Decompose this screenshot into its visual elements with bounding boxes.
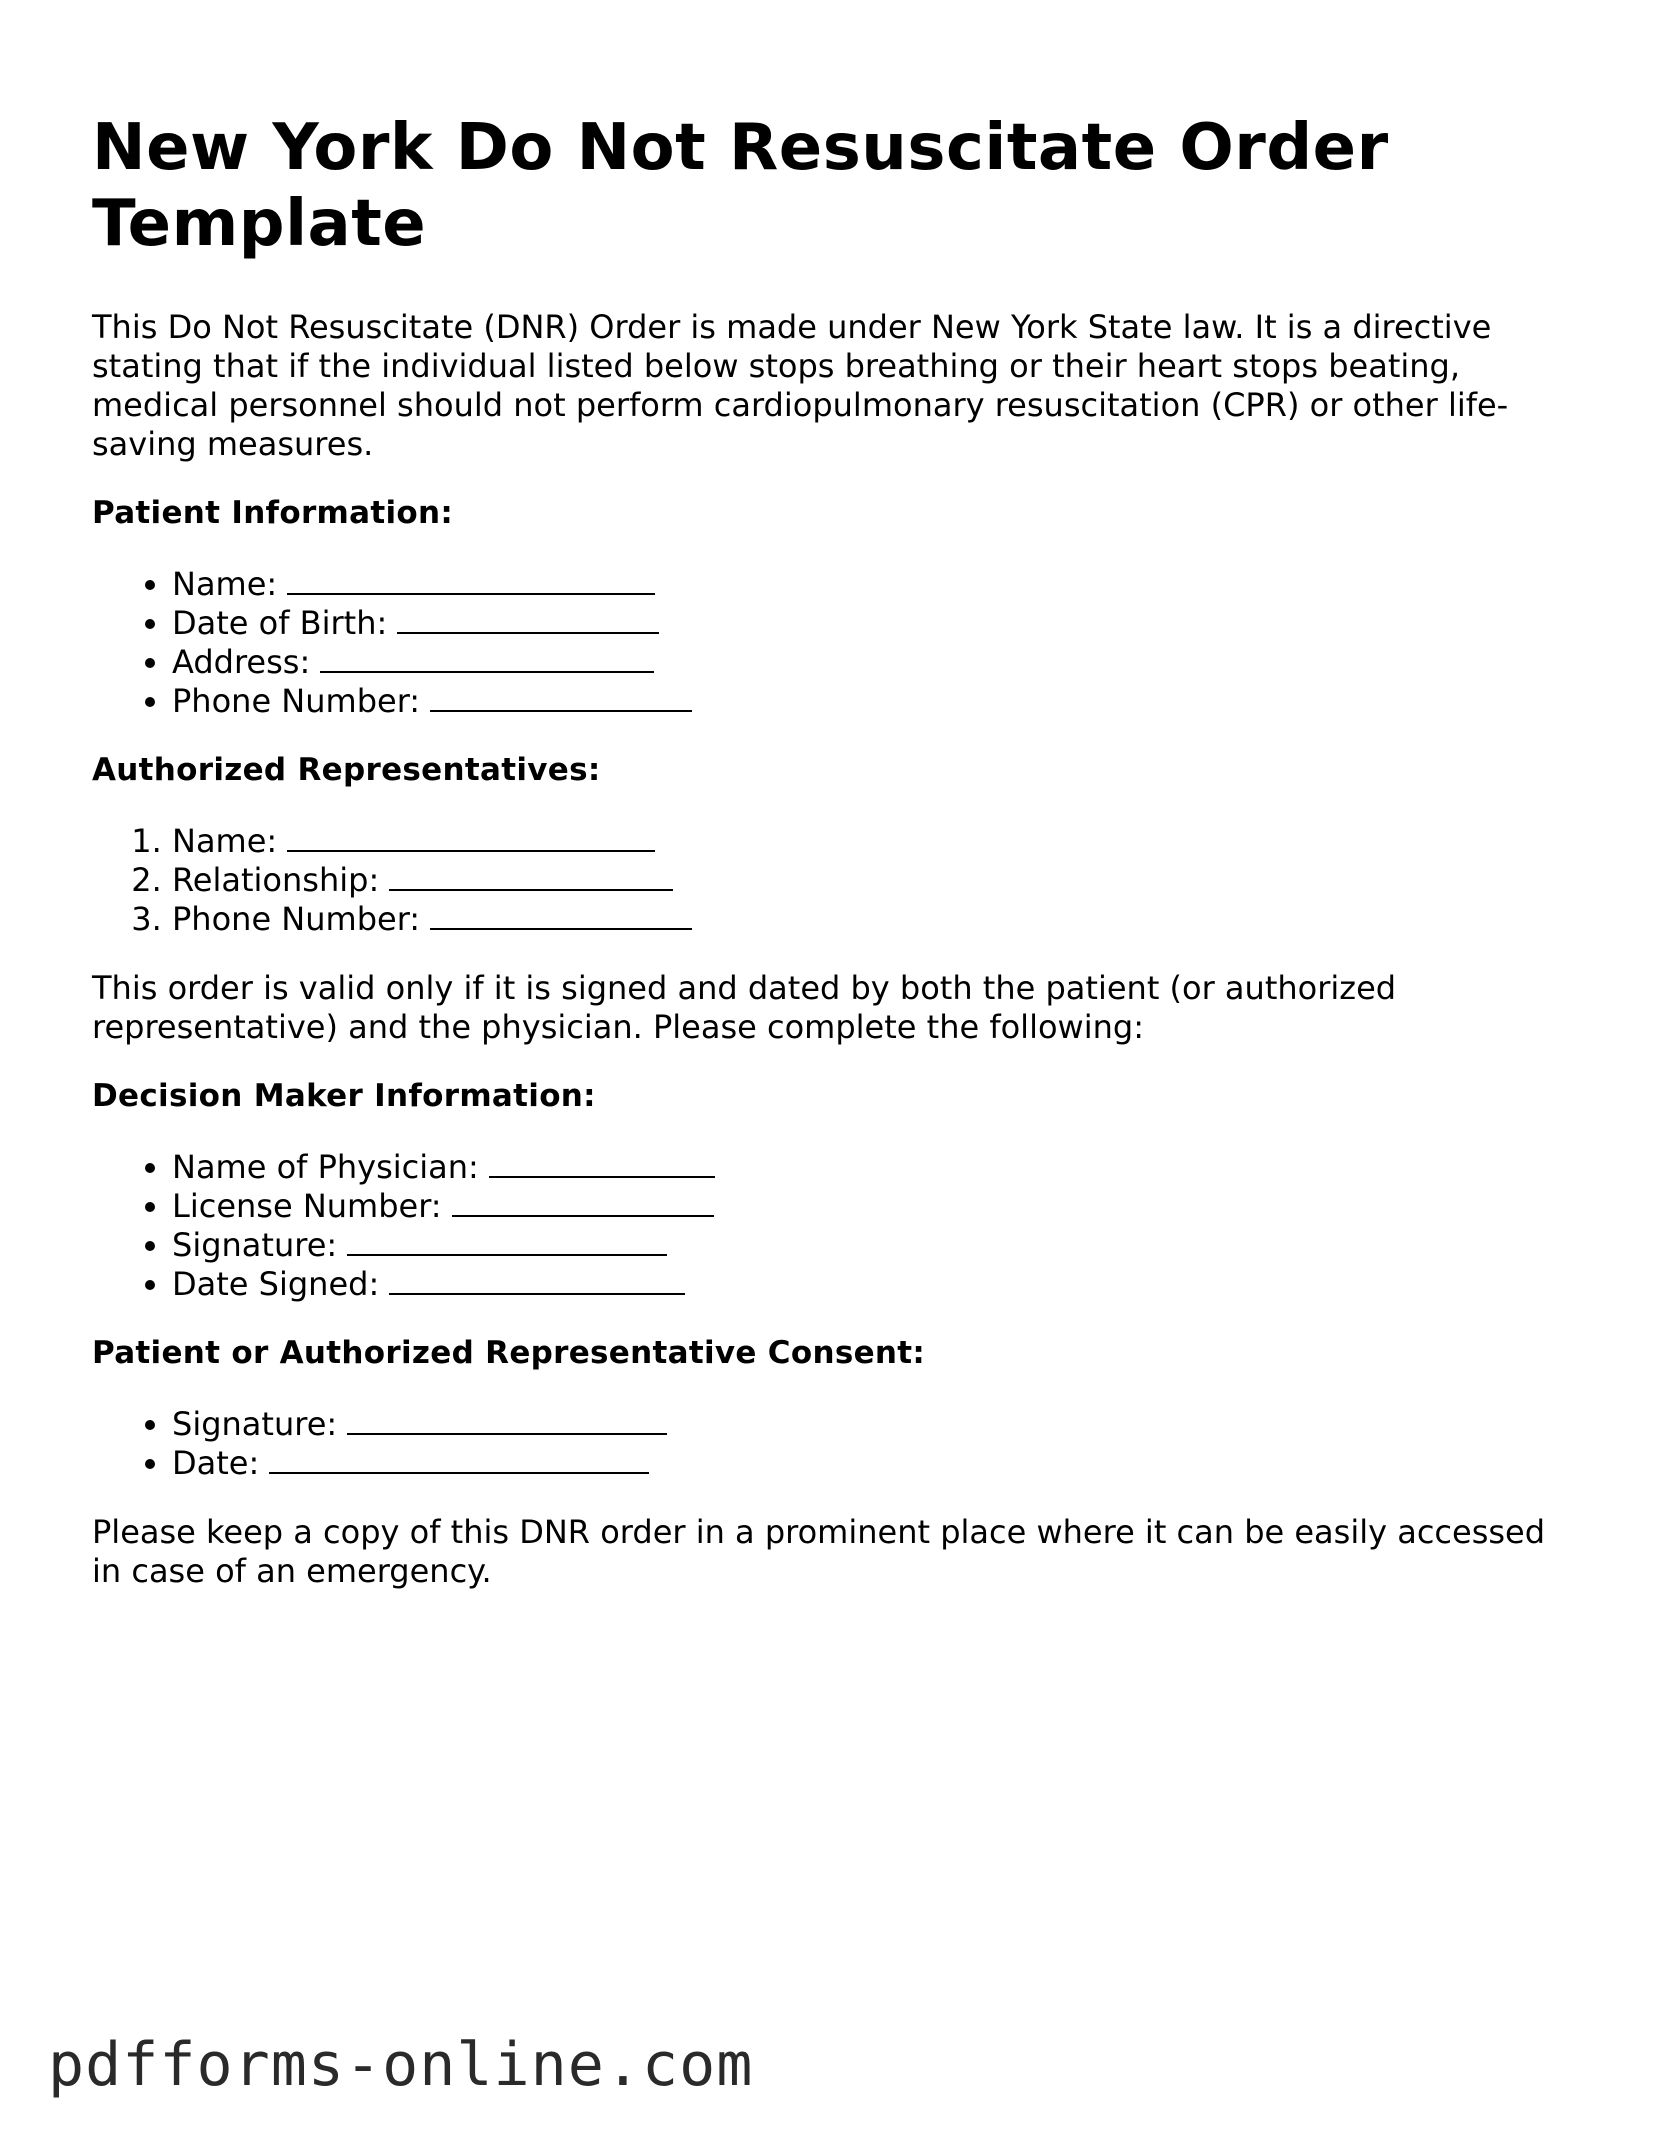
- list-item: [172, 643, 1582, 682]
- phone-number-field[interactable]: [430, 686, 692, 712]
- authorized-reps-heading: Authorized Representatives:: [92, 752, 601, 788]
- authorized-reps-list: [92, 822, 1582, 939]
- closing-paragraph: Please keep a copy of this DNR order in a prominent place where it can be easily accessed in case of an emergency.: [92, 1513, 1546, 1590]
- field-label: Date Signed:: [172, 1265, 380, 1303]
- validity-paragraph: This order is valid only if it is signed and dated by both the patient (or authorized representative) and the physician. Please complete the following:: [92, 969, 1397, 1046]
- list-item: [172, 1444, 1582, 1483]
- address-field[interactable]: [320, 647, 654, 673]
- decision-maker-list: [92, 1148, 1582, 1304]
- patient-info-list: [92, 565, 1582, 721]
- field-label: Date:: [172, 1444, 260, 1482]
- field-label: License Number:: [172, 1187, 442, 1225]
- site-watermark: pdfforms-online.com: [48, 2030, 754, 2100]
- consent-list: [92, 1405, 1582, 1483]
- list-item: [172, 565, 1582, 604]
- list-item: [172, 1265, 1582, 1304]
- date-of-birth-field[interactable]: [397, 608, 659, 634]
- rep-phone-field[interactable]: [430, 904, 692, 930]
- consent-heading: Patient or Authorized Representative Consent:: [92, 1335, 926, 1371]
- list-item: [172, 604, 1582, 643]
- field-label: Phone Number:: [172, 900, 421, 938]
- field-label: Date of Birth:: [172, 604, 388, 642]
- list-item: [172, 682, 1582, 721]
- decision-maker-heading: Decision Maker Information:: [92, 1078, 596, 1114]
- list-item: [172, 1187, 1582, 1226]
- physician-name-field[interactable]: [489, 1152, 715, 1178]
- field-label: Signature:: [172, 1226, 338, 1264]
- relationship-field[interactable]: [389, 865, 673, 891]
- field-label: Signature:: [172, 1405, 338, 1443]
- field-label: Name of Physician:: [172, 1148, 479, 1186]
- intro-paragraph: This Do Not Resuscitate (DNR) Order is made under New York State law. It is a directive stating that if the individual listed below stops breathing or their heart stops beating, medical personnel should not perform cardiopulmonary resuscitation (CPR) or other life-saving measures.: [92, 308, 1509, 463]
- name-field[interactable]: [287, 569, 655, 595]
- list-item: [172, 1226, 1582, 1265]
- list-item: [172, 1148, 1582, 1187]
- patient-info-heading: Patient Information:: [92, 495, 454, 531]
- license-number-field[interactable]: [452, 1191, 714, 1217]
- consent-signature-field[interactable]: [347, 1409, 667, 1435]
- field-label: Address:: [172, 643, 311, 681]
- field-label: Phone Number:: [172, 682, 421, 720]
- field-label: Relationship:: [172, 861, 380, 899]
- date-signed-field[interactable]: [389, 1269, 685, 1295]
- consent-date-field[interactable]: [269, 1448, 649, 1474]
- list-item: [172, 1405, 1582, 1444]
- document-page: [92, 110, 1582, 1621]
- field-label: Name:: [172, 565, 278, 603]
- page-title: New York Do Not Resuscitate Order Template: [92, 111, 1389, 261]
- list-item: [172, 822, 1582, 861]
- field-label: Name:: [172, 822, 278, 860]
- list-item: [172, 861, 1582, 900]
- physician-signature-field[interactable]: [347, 1230, 667, 1256]
- rep-name-field[interactable]: [287, 826, 655, 852]
- list-item: [172, 900, 1582, 939]
